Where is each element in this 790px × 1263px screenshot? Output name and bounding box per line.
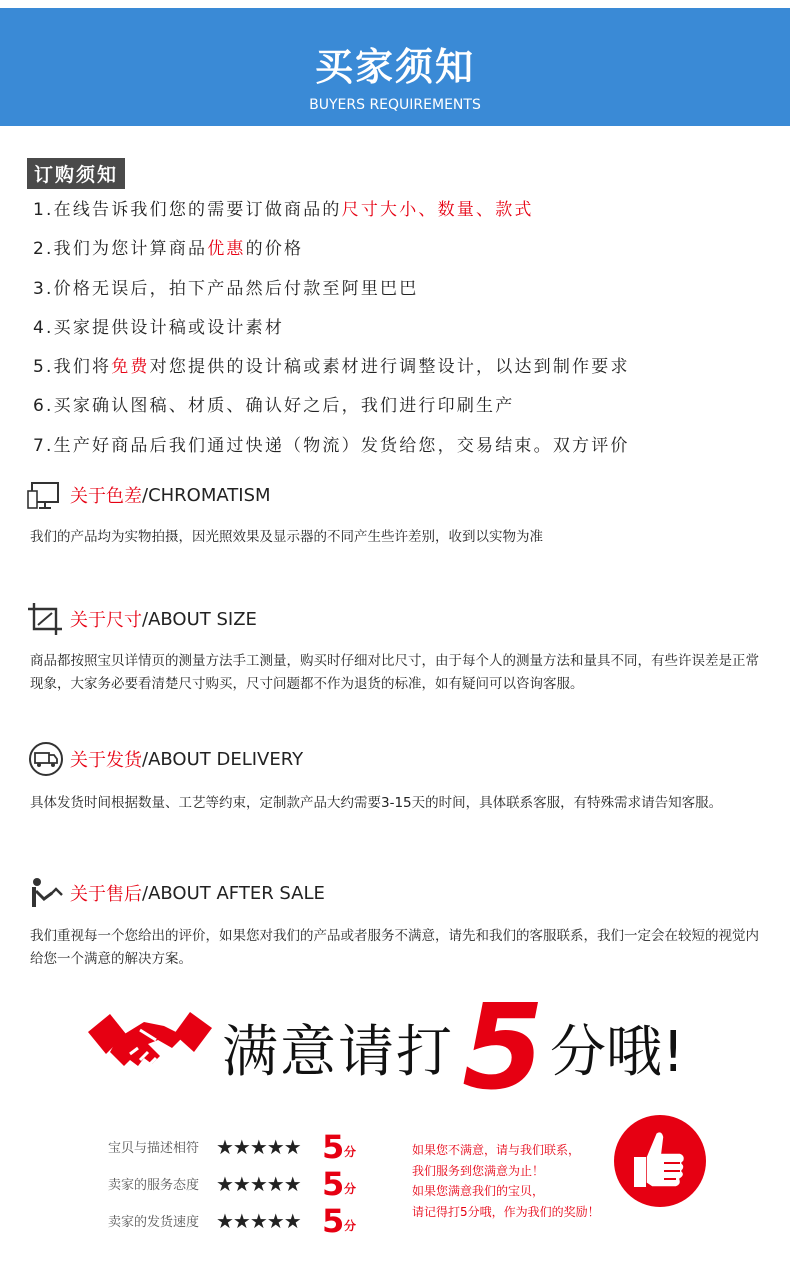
rating-row <box>108 1202 356 1239</box>
chromatism-text: 我们的产品均为实物拍摄，因光照效果及显示器的不同产生些许差别，收到以实物为准 <box>30 529 543 545</box>
order-line-7: 7.生产好商品后我们通过快递（物流）发货给您，交易结束。双方评价 <box>33 435 630 456</box>
rating-unit: 分 <box>344 1219 357 1233</box>
after-sale-text: 我们重视每一个您给出的评价，如果您对我们的产品或者服务不满意，请先和我们的客服联系，我们一定会在较短的视觉内给您一个满意的解决方案。 <box>30 928 759 967</box>
size-heading <box>26 601 257 637</box>
rating-label: 卖家的服务态度 <box>108 1178 200 1193</box>
chromatism-title-en: /CHROMATISM <box>142 484 271 506</box>
size-title: 关于尺寸 <box>70 610 142 631</box>
ratings-list <box>108 1128 356 1239</box>
delivery-title: 关于发货 <box>70 750 142 771</box>
header-banner <box>0 8 790 126</box>
satisfaction-note <box>412 1140 600 1222</box>
promo-text: 满意请打 <box>222 1020 454 1085</box>
order-line-3: 3.价格无误后，拍下产品然后付款至阿里巴巴 <box>33 278 419 299</box>
thumbs-up-icon <box>612 1113 708 1209</box>
monitor-icon <box>26 477 66 513</box>
order-line-4: 4.买家提供设计稿或设计素材 <box>33 317 285 338</box>
order-line-2: 2.我们为您计算商品优惠的价格 <box>33 239 304 260</box>
delivery-title-en: /ABOUT DELIVERY <box>142 748 304 770</box>
note-line: 如果您满意我们的宝贝， <box>412 1184 545 1198</box>
note-line: 请记得打5分哦，作为我们的奖励！ <box>412 1204 600 1219</box>
rating-stars: ★★★★★ <box>216 1208 301 1233</box>
size-text: 商品都按照宝贝详情页的测量方法手工测量，购买时仔细对比尺寸，由于每个人的测量方法和量具不同，有些许误差是正常现象，大家务必要看清楚尺寸购买，尺寸问题都不作为退货的标准，如有疑问可以咨询客服。 <box>30 653 759 692</box>
chromatism-heading <box>26 477 271 513</box>
banner-subtitle: BUYERS REQUIREMENTS <box>309 97 481 113</box>
rating-promo <box>88 978 708 1116</box>
rating-label: 宝贝与描述相符 <box>108 1141 200 1156</box>
after-sale-title-en: /ABOUT AFTER SALE <box>142 882 325 904</box>
note-line: 我们服务到您满意为止！ <box>412 1163 545 1178</box>
rating-unit: 分 <box>344 1182 357 1196</box>
rating-unit: 分 <box>344 1145 357 1159</box>
handshake-icon <box>88 1004 212 1088</box>
rating-score: 5 <box>322 1164 345 1203</box>
order-line-5: 5.我们将免费对您提供的设计稿或素材进行调整设计，以达到制作要求 <box>33 357 630 378</box>
banner-title: 买家须知 <box>314 45 475 89</box>
after-sale-heading <box>26 875 325 911</box>
order-line-1: 1.在线告诉我们您的需要订做商品的尺寸大小、数量、款式 <box>33 200 534 220</box>
after-sale-title: 关于售后 <box>70 884 142 905</box>
order-line-6: 6.买家确认图稿、材质、确认好之后，我们进行印刷生产 <box>33 396 515 417</box>
rating-row <box>108 1128 356 1165</box>
service-icon <box>26 875 66 911</box>
rating-stars: ★★★★★ <box>216 1171 301 1196</box>
rating-stars: ★★★★★ <box>216 1134 301 1159</box>
truck-icon <box>26 741 66 777</box>
rating-score: 5 <box>322 1127 345 1166</box>
delivery-text: 具体发货时间根据数量、工艺等约束，定制款产品大约需要3-15天的时间，具体联系客服，有特殊需求请告知客服。 <box>30 795 723 811</box>
order-notice-list <box>33 198 630 473</box>
rating-row <box>108 1165 356 1202</box>
delivery-heading <box>26 741 303 777</box>
promo-number: 5 <box>462 978 545 1116</box>
rating-label: 卖家的发货速度 <box>108 1215 200 1230</box>
chromatism-title: 关于色差 <box>70 486 142 507</box>
order-notice-tag: 订购须知 <box>27 158 125 189</box>
crop-icon <box>26 601 66 637</box>
rating-score: 5 <box>322 1201 345 1240</box>
note-line: 如果您不满意，请与我们联系， <box>412 1143 581 1157</box>
size-title-en: /ABOUT SIZE <box>142 608 257 630</box>
promo-tail: 分哦! <box>550 1020 685 1085</box>
